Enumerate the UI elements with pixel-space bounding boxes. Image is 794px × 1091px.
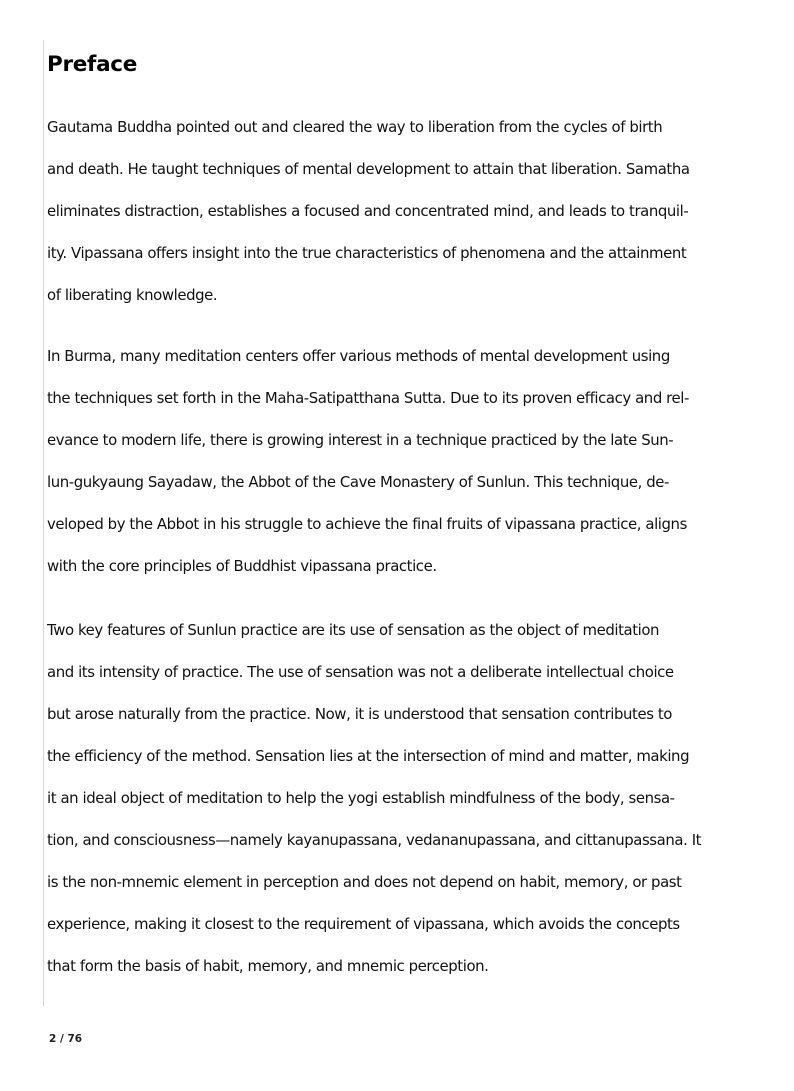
- text-line: Gautama Buddha pointed out and cleared the way to liberation from the cycles of birth: [47, 118, 663, 136]
- paragraph-3: [47, 609, 701, 987]
- page-title: Preface: [47, 52, 138, 77]
- paragraph-1: [47, 106, 690, 316]
- page-indicator: 2 / 76: [49, 1033, 83, 1045]
- text-line: tion, and consciousness—namely kayanupassana, vedananupassana, and cittanupassana. It: [47, 831, 702, 849]
- text-line: In Burma, many meditation centers offer various methods of mental development using: [47, 347, 670, 365]
- text-line: and its intensity of practice. The use of sensation was not a deliberate intellectual choice: [47, 663, 674, 681]
- text-line: lun-gukyaung Sayadaw, the Abbot of the Cave Monastery of Sunlun. This technique, de-: [47, 473, 669, 491]
- text-line: the efficiency of the method. Sensation lies at the intersection of mind and matter, making: [47, 747, 690, 765]
- text-line: ity. Vipassana offers insight into the true characteristics of phenomena and the attainment: [47, 244, 687, 262]
- text-line: and death. He taught techniques of mental development to attain that liberation. Samatha: [47, 160, 690, 178]
- paragraph-2: [47, 335, 689, 587]
- text-line: that form the basis of habit, memory, and mnemic perception.: [47, 957, 489, 975]
- left-margin-rule: [43, 40, 44, 1006]
- text-line: Two key features of Sunlun practice are its use of sensation as the object of meditation: [47, 621, 660, 639]
- text-line: the techniques set forth in the Maha-Satipatthana Sutta. Due to its proven efficacy and rel-: [47, 389, 689, 407]
- text-line: veloped by the Abbot in his struggle to achieve the final fruits of vipassana practice, aligns: [47, 515, 687, 533]
- text-line: evance to modern life, there is growing interest in a technique practiced by the late Sun-: [47, 431, 674, 449]
- text-line: is the non-mnemic element in perception and does not depend on habit, memory, or past: [47, 873, 682, 891]
- text-line: but arose naturally from the practice. Now, it is understood that sensation contributes to: [47, 705, 672, 723]
- text-line: of liberating knowledge.: [47, 286, 218, 304]
- text-line: it an ideal object of meditation to help the yogi establish mindfulness of the body, sensa-: [47, 789, 675, 807]
- text-line: experience, making it closest to the requirement of vipassana, which avoids the concepts: [47, 915, 680, 933]
- text-line: with the core principles of Buddhist vipassana practice.: [47, 557, 437, 575]
- text-line: eliminates distraction, establishes a focused and concentrated mind, and leads to tranquil-: [47, 202, 689, 220]
